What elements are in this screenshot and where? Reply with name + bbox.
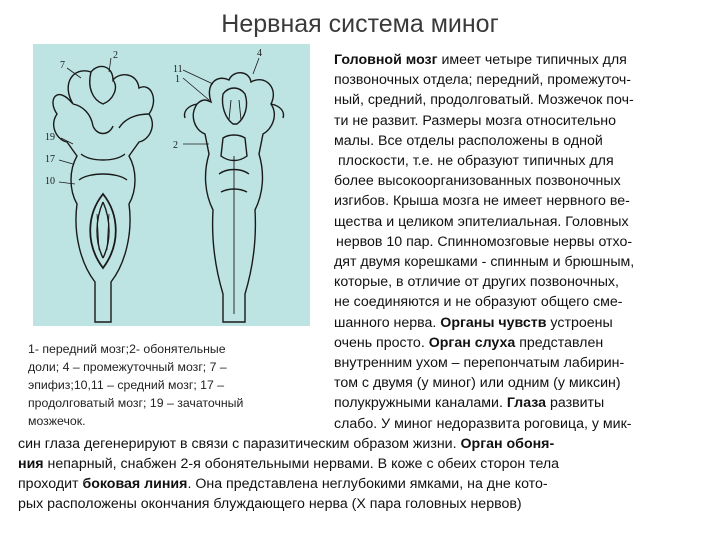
text-line: дят двумя корешками - спинным и брюшным,	[334, 254, 635, 270]
figure-label: 4	[257, 48, 262, 59]
main-text	[0, 50, 720, 540]
figure-label: 1	[175, 74, 180, 85]
text-line: не соединяются и не образуют общего сме-	[334, 294, 623, 310]
text-line: щества и целиком эпителиальная. Головных	[334, 214, 629, 230]
caption-line: доли; 4 – промежуточный мозг; 7 –	[28, 360, 227, 374]
text-line: изгибов. Крыша мозга не имеет нервного ве-	[334, 193, 630, 209]
text-line: плоскости, т.е. не образуют типичных для	[338, 153, 614, 169]
caption-line: 1- передний мозг;2- обонятельные	[28, 342, 226, 356]
slide-title: Нервная система миног	[221, 10, 499, 38]
text-line: проходит боковая линия. Она представлена неглубокими ямками, на дне кото-	[18, 476, 548, 492]
text-line: которые, в отличие от других позвоночных,	[334, 274, 619, 290]
text-line: слабо. У миног недоразвита роговица, у мик-	[334, 416, 632, 432]
text-line: более высокоорганизованных позвоночных	[334, 173, 621, 189]
text-line: син глаза дегенерируют в связи с паразитическим образом жизни. Орган обоня-	[18, 436, 555, 452]
text-line: внутренним ухом – перепончатым лабирин-	[334, 355, 625, 371]
figure-label: 10	[45, 176, 55, 187]
figure-label: 2	[173, 140, 178, 151]
figure-label: 17	[45, 154, 55, 165]
text-line: позвоночных отдела; передний, промежуточ-	[334, 72, 632, 88]
text-line: ти не развит. Размеры мозга относительно	[334, 113, 616, 129]
term-brain: Головной мозг	[334, 52, 438, 68]
term-sense-organs: Органы чувств	[440, 315, 547, 331]
figure-label: 19	[45, 132, 55, 143]
term-hearing-organ: Орган слуха	[428, 335, 516, 351]
text-line: малы. Все отделы расположены в одной	[334, 133, 603, 149]
figure-label: 11	[173, 64, 183, 75]
text-line: том с двумя (у миног) или одним (у миксин)	[334, 375, 621, 391]
text-line: ния непарный, снабжен 2-я обонятельными нервами. В коже с обеих сторон тела	[18, 456, 560, 472]
figure-label: 7	[60, 60, 65, 71]
text-line: ный, средний, продолговатый. Мозжечок поч-	[334, 92, 634, 108]
caption-line: мозжечок.	[28, 414, 86, 428]
text-line: очень просто. Орган слуха представлен	[334, 335, 604, 351]
text-line: рых расположены окончания блуждающего нерва (X пара головных нервов)	[18, 496, 522, 512]
term-smell-organ: Орган обоня-	[460, 436, 555, 452]
figure-label: 2	[113, 50, 118, 61]
text-line: Головной мозг имеет четыре типичных для	[334, 52, 627, 68]
caption-line: продолговатый мозг; 19 – зачаточный	[28, 396, 244, 410]
caption-line: эпифиз;10,11 – средний мозг; 17 –	[28, 378, 225, 392]
term-eyes: Глаза	[506, 395, 547, 411]
term-lateral-line: боковая линия	[82, 476, 188, 492]
text-line: шанного нерва. Органы чувств устроены	[334, 315, 613, 331]
text-line: полукружными каналами. Глаза развиты	[334, 395, 605, 411]
text-line: нервов 10 пар. Спинномозговые нервы отхо-	[336, 234, 633, 250]
